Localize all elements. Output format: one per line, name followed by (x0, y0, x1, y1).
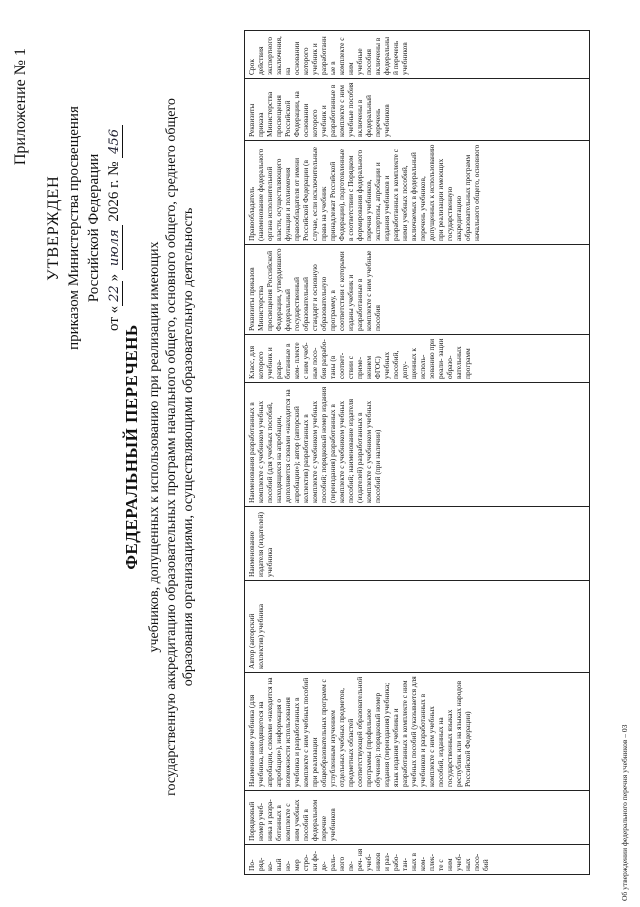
approved-line-1: приказом Министерства просвещения (66, 106, 82, 350)
col-expertise-term: Срок действия экспертного заключения, на основании которого учебник и разработанные в комплекте с ним учебные пособия включены в федеральный перечень учебников (245, 31, 590, 79)
col-aids: Наименования разработанных в комплекте с учебником учебных пособий (для учебных пособий, находящихся на апробации, дополняется словами «находится на апробации»); автор (авторский коллектив) разработанных в комплекте с учебником учебных пособий; порядковый номер издания (переиздания) разработанных в комплекте с учебником учебных пособий; наименование издателя (издателей) разработанных в комплекте с учебником учебных пособий (при наличии) (245, 383, 590, 507)
col-grade: Класс, для которого учебник и разра- ботанные в ком- плекте с ним учеб- ные посо- бия разрабо- таны (в соответ- ствии с приме- нением ФГОС) учебных пособий, допу- щенных к исполь- зованию при реали- зации образо- вательных программ (245, 335, 590, 383)
appendix-label: Приложение № 1 (12, 48, 29, 166)
col-author: Автор (авторский коллектив) учебника (245, 581, 590, 673)
table-header-row (245, 31, 590, 875)
heading-main: ФЕДЕРАЛЬНЫЙ ПЕРЕЧЕНЬ (122, 324, 141, 570)
col-textbook-number: Порядковый номер учеб- ника и разра- ботанных в комплекте с ним учебных пособий в федеральном перечне учебников (245, 791, 590, 845)
document-heading (122, 47, 197, 847)
col-rights-holder: Правообладатель (наименование федерального органа исполнительной власти, осуществляющего функции и полномочия правообладателя от имени Российской Федерации (в случае, если исключительные права на учебник принадлежат Российской Федерации), подготовленные в соответствии с Порядком формирования федерального перечня учебников, экспертизы, апробации и издания учебников и разработанных в комплекте с ними учебных пособий, включаемых в федеральный перечень учебников, допущенных к использованию при реализации имеющих государственную аккредитацию образовательных программ начального общего, основного (245, 141, 590, 245)
col-publisher: Наименование издателя (издателей) учебника (245, 507, 590, 581)
list-table (244, 30, 590, 875)
heading-sub-2: государственную аккредитацию образовательных программ начального общего, основного общего, среднего общего (164, 98, 179, 796)
col-textbook-name: Наименование учебника (для учебника, находящегося на апробации, словами «находится на апробации»), информация о возможности использования учебника и разработанных в комплекте с ним учебных пособий при реализации общеобразовательных программ с углубленным изучением отдельных учебных предметов, предметных областей соответствующей образовательной программы (профильное обучение); порядковый номер издания (переиздания) учебника; язык издания учебника и разработанных в комплекте с ним учебных пособий (указывается для учебников и разработанных в комплекте с ним учебных пособий, изданных на государственных языках республик или на языках народов Российской Федерации) (245, 673, 590, 791)
page-footnote: Об утверждении федерального перечня учебников – 03 (620, 724, 629, 901)
handwritten-month: июля (107, 225, 123, 270)
handwritten-day: 22 (107, 281, 123, 306)
col-standard-orders: Реквизиты приказов Министерства просвещения Российской Федерации, утвердившего федеральный государственный образовательный стандарт и основную образовательную программу, в соответствии с которыми изданы учебник и разработанные в комплекте с ним учебные пособия (245, 245, 590, 335)
date-mid: » (106, 273, 122, 282)
heading-sub-1: учебников, допущенных к использованию при реализации имеющих (147, 241, 162, 653)
approved-line-2: Российской Федерации (86, 153, 102, 303)
date-prefix: от « (106, 305, 122, 331)
col-row-number: По- ряд- ко- вый но- мер стро- ки фе- де- раль- ного пе- реч- ня учеб- ников и раз- рабо- тан- ных в ком- плек- те с ним учеб- ных посо- бий (245, 845, 590, 875)
heading-sub-3: образования организациями, осуществляющими образовательную деятельность (181, 207, 196, 687)
col-inclusion-order: Реквизиты приказа Министерства просвещения Российской Федерации, на основании которого учебник и разработанные в комплекте с ним учебные пособия включены в федеральный перечень учебников (245, 79, 590, 141)
date-year: 2026 г. № (106, 161, 122, 222)
approved-title: УТВЕРЖДЕН (45, 175, 62, 281)
handwritten-number: 456 (107, 125, 123, 158)
approval-block (44, 48, 125, 408)
